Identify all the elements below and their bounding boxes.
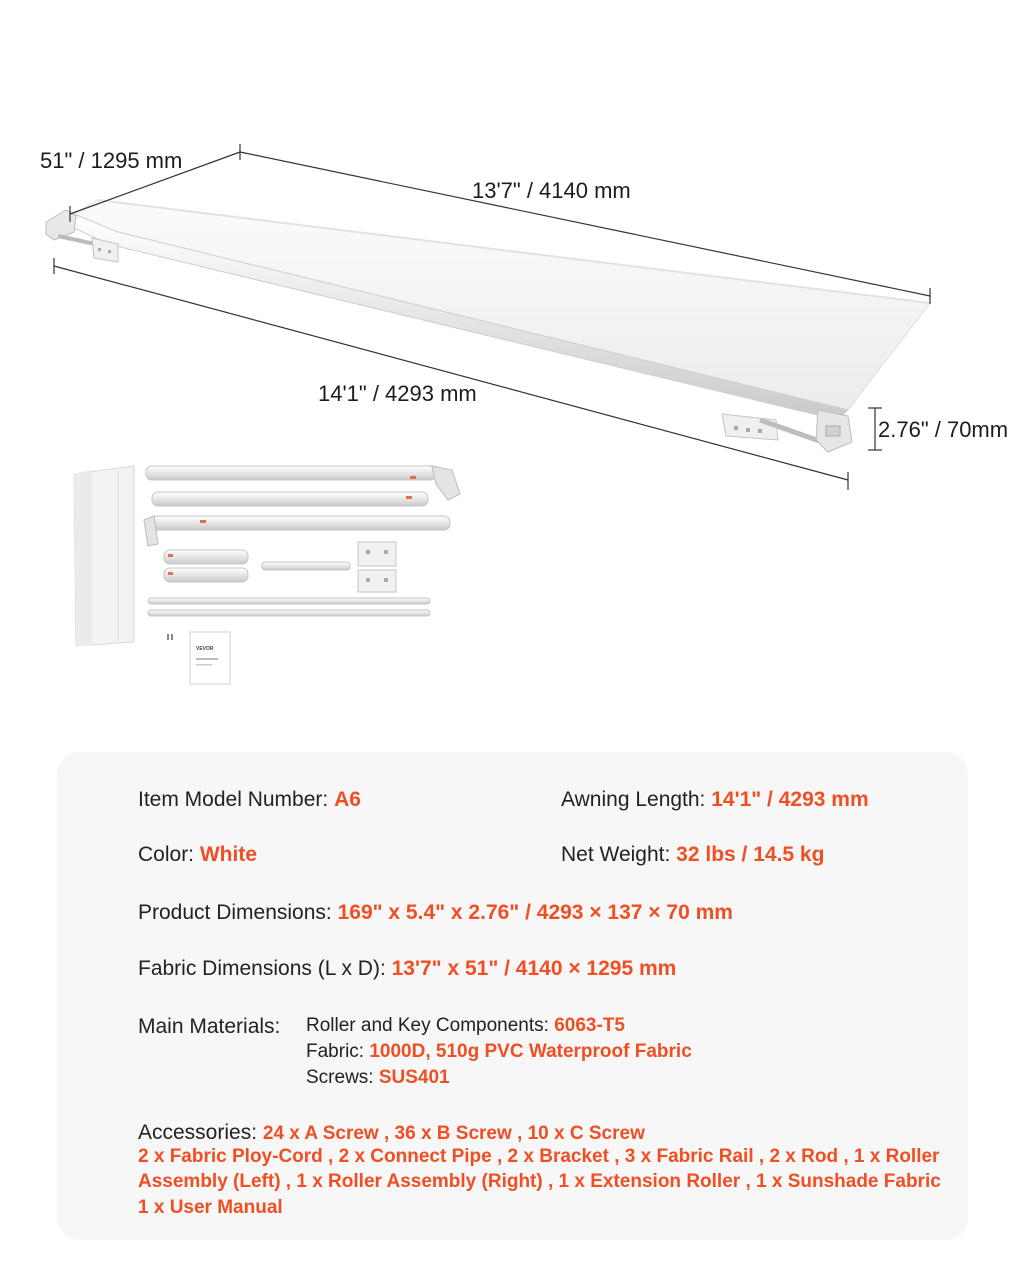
accessories-line-4: 1 x User Manual	[138, 1197, 283, 1218]
rod	[148, 610, 430, 616]
right-roller-end	[722, 410, 852, 452]
spec-awning-length: Awning Length: 14'1" / 4293 mm	[561, 788, 869, 811]
spec-product-dimensions: Product Dimensions: 169" x 5.4" x 2.76" / 4293 × 137 × 70 mm	[138, 901, 733, 924]
material-screws: Screws: SUS401	[306, 1067, 450, 1088]
spec-color: Color: White	[138, 843, 258, 866]
material-fabric: Fabric: 1000D, 510g PVC Waterproof Fabric	[306, 1041, 692, 1062]
accessories-line-2: 2 x Fabric Ploy-Cord , 2 x Connect Pipe , 2 x Bracket , 3 x Fabric Rail , 2 x Rod , 1 x Roller	[138, 1146, 940, 1167]
manual-brand: VEVOR	[196, 646, 214, 652]
bracket	[358, 570, 396, 592]
fabric-rail	[144, 516, 450, 546]
awning-fabric	[70, 200, 930, 420]
bracket	[358, 542, 396, 566]
accessories-line-1: Accessories: 24 x A Screw , 36 x B Screw , 10 x C Screw	[138, 1121, 645, 1144]
extension-roller	[262, 562, 350, 570]
screws	[167, 634, 173, 640]
connect-pipe	[164, 568, 248, 582]
parts-kit	[74, 466, 460, 684]
connect-pipe	[164, 550, 248, 564]
fabric-width-label: 51" / 1295 mm	[40, 148, 183, 173]
material-roller: Roller and Key Components: 6063-T5	[306, 1015, 625, 1036]
rod	[148, 598, 430, 604]
fabric-rail	[152, 492, 428, 506]
fabric-length-label: 13'7" / 4140 mm	[472, 178, 631, 203]
accessories-line-3: Assembly (Left) , 1 x Roller Assembly (Right) , 1 x Extension Roller , 1 x Sunshade Fabric	[138, 1171, 941, 1192]
roller-height-label: 2.76" / 70mm	[878, 417, 1009, 442]
awning-length-label: 14'1" / 4293 mm	[318, 381, 477, 406]
spec-main-materials-label: Main Materials:	[138, 1015, 281, 1038]
spec-fabric-dimensions: Fabric Dimensions (L x D): 13'7" x 51" / 4140 × 1295 mm	[138, 957, 677, 980]
rolled-fabric	[74, 466, 134, 646]
spec-model: Item Model Number: A6	[138, 788, 361, 811]
spec-net-weight: Net Weight: 32 lbs / 14.5 kg	[561, 843, 825, 866]
user-manual	[190, 632, 230, 684]
